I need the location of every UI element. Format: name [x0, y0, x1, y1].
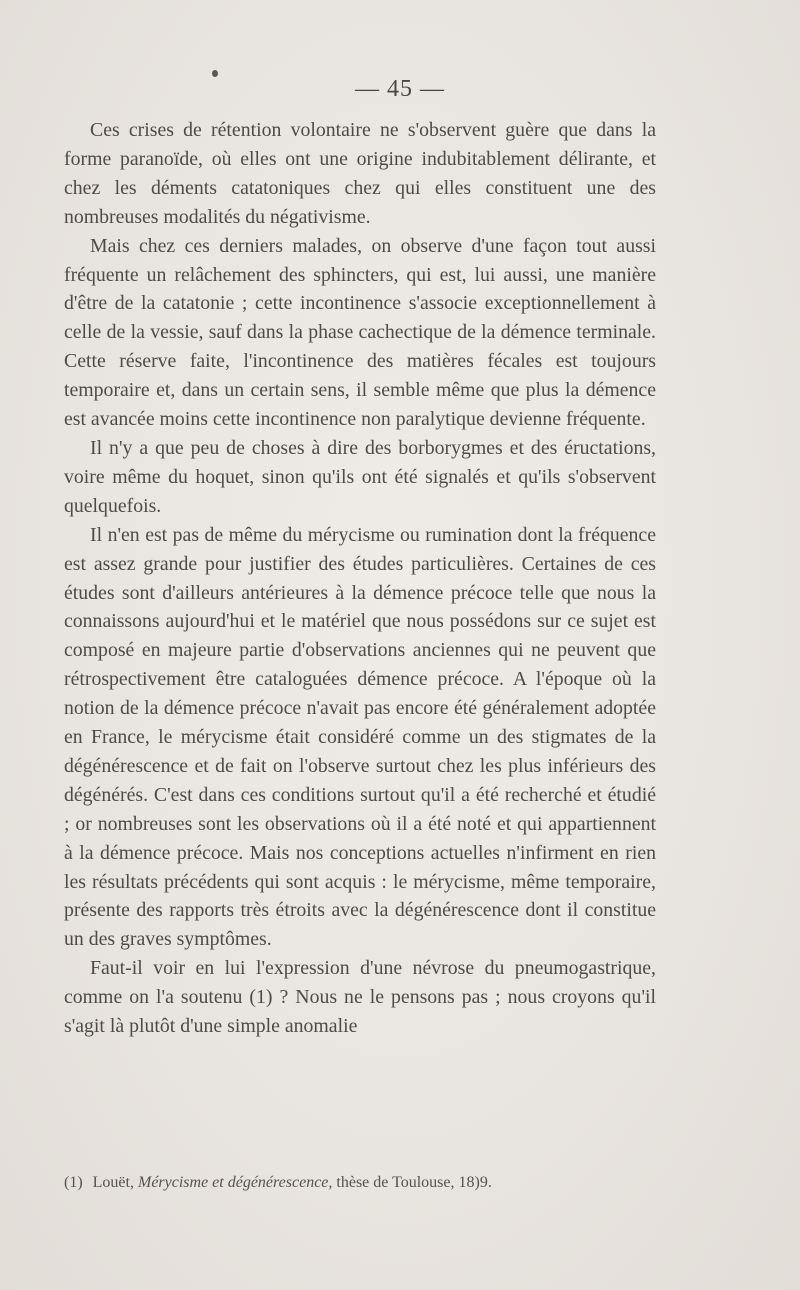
footnote-rest: thèse de Toulouse, 18)9.: [336, 1174, 492, 1191]
footnote: [64, 1174, 664, 1192]
footnote-author: Louët,: [92, 1174, 134, 1191]
footnote-title: Mérycisme et dégénérescence,: [137, 1174, 333, 1191]
footnote-mark: (1): [64, 1174, 83, 1191]
page-number: — 45 —: [355, 76, 445, 102]
body-text: [64, 116, 656, 1041]
paragraph-4: Il n'en est pas de même du mérycisme ou rumination dont la fréquence est assez grande pour justifier des études particulières. Certaines de ces études sont d'ailleurs antérieures à la démence précoce telle que nous la connaissons aujourd'hui et le matériel que nous possédons sur ce sujet est composé en majeure partie d'observations anciennes qui ne peuvent que rétrospectivement être cataloguées démence précoce. A l'époque où la notion de la démence précoce n'avait pas encore été généralement adoptée en France, le mérycisme était considéré comme un des stigmates de la dégénérescence et de fait on l'observe surtout chez les plus inférieurs des dégénérés. C'est dans ces conditions surtout qu'il a été recherché et étudié ; or nombreuses sont les observations où il a été noté et qui appartiennent à la démence précoce. Mais nos conceptions actuelles n'infirment en rien les résultats précédents qui sont acquis : le mérycisme, même temporaire, présente des rapports très étroits avec la dégénérescence dont il constitue un des graves symptômes.: [64, 523, 656, 951]
paragraph-2: Mais chez ces derniers malades, on observe d'une façon tout aussi fréquente un relâchement des sphincters, qui est, lui aussi, une manière d'être de la catatonie ; cette incontinence s'associe exceptionnellement à celle de la vessie, sauf dans la phase cachectique de la démence terminale. Cette réserve faite, l'incontinence des matières fécales est toujours temporaire et, dans un certain sens, il semble même que plus la démence est avancée moins cette incontinence non paralytique devienne fréquente.: [64, 234, 656, 431]
paragraph-1: Ces crises de rétention volontaire ne s'observent guère que dans la forme paranoïde, où elles ont une origine indubitablement délirante, et chez les déments catatoniques chez qui elles constituent une des nombreuses modalités du négativisme.: [64, 119, 656, 228]
paragraph-3: Il n'y a que peu de choses à dire des borborygmes et des éructations, voire même du hoquet, sinon qu'ils ont été signalés et qu'ils s'observent quelquefois.: [64, 436, 656, 517]
paragraph-5: Faut-il voir en lui l'expression d'une névrose du pneumogastrique, comme on l'a soutenu (1) ? Nous ne le pensons pas ; nous croyons qu'il s'agit là plutôt d'une simple anomalie: [64, 957, 656, 1038]
